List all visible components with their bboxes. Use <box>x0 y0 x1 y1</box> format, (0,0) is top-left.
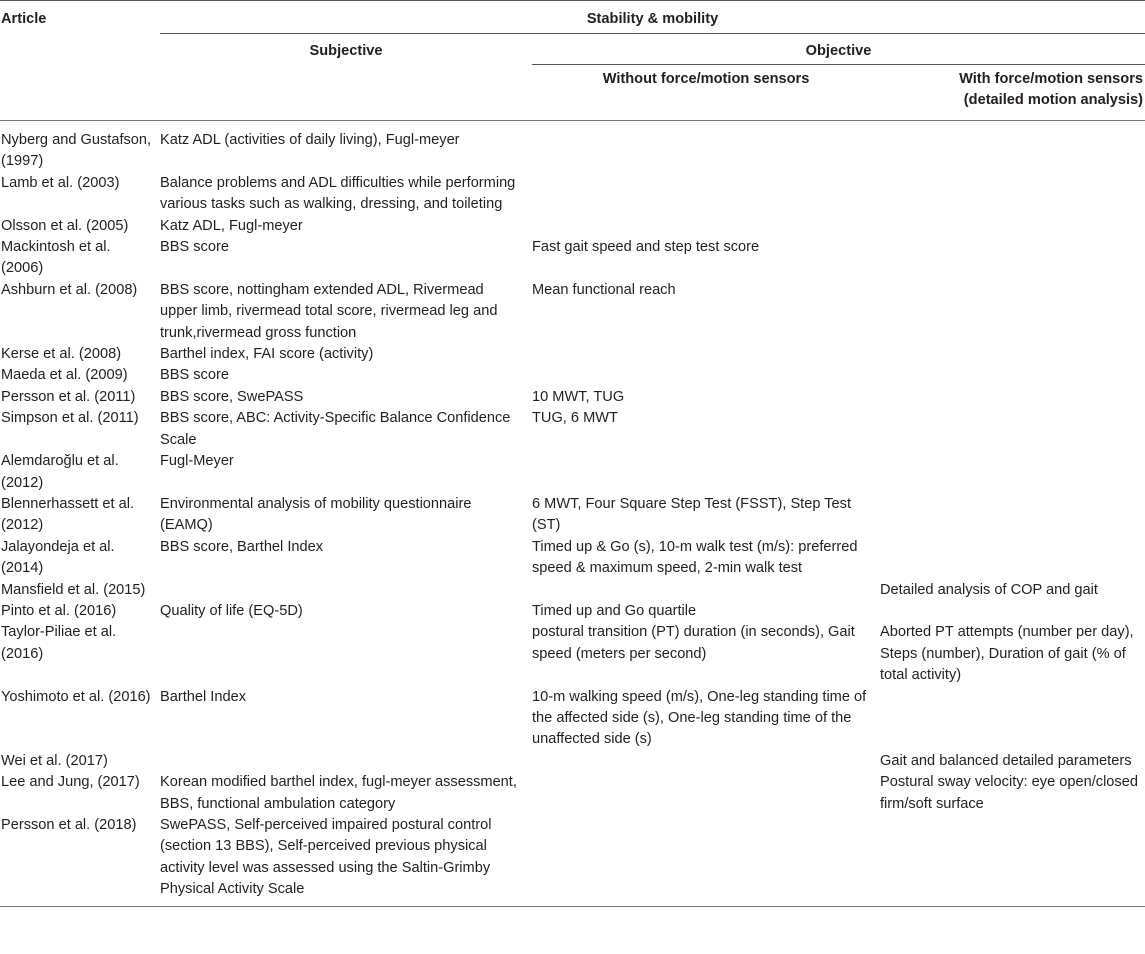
subjective-cell: Fugl-Meyer <box>160 453 234 470</box>
without-sensors-cell: Fast gait speed and step test score <box>532 239 760 256</box>
without-sensors-cell <box>532 451 880 494</box>
with-sensors-cell: Postural sway velocity: eye open/closed firm/soft surface <box>880 774 1138 812</box>
article-cell: Mackintosh et al. (2006) <box>1 239 111 277</box>
article-cell: Persson et al. (2018) <box>1 817 137 833</box>
without-sensors-cell: TUG, 6 MWT <box>532 410 618 427</box>
subjective-cell: BBS score, SwePASS <box>160 388 304 405</box>
table-row <box>0 537 1145 580</box>
without-sensors-cell <box>532 580 880 601</box>
with-sensors-cell <box>880 387 1145 408</box>
without-sensors-cell <box>532 365 880 386</box>
table-row <box>0 344 1145 365</box>
with-sensors-cell <box>880 280 1145 344</box>
with-sensors-cell <box>880 121 1145 173</box>
table-body <box>0 121 1145 907</box>
table-row <box>0 173 1145 216</box>
subjective-cell: SwePASS, Self-perceived impaired postural control (section 13 BBS), Self-perceived previous physical activity level was assessed using the Saltin-Grimby Physical Activity Scale <box>160 817 492 898</box>
subjective-cell: Barthel Index <box>160 688 246 705</box>
article-cell: Yoshimoto et al. (2016) <box>1 688 151 705</box>
table-row <box>0 494 1145 537</box>
subjective-cell: BBS score, ABC: Activity-Specific Balance Confidence Scale <box>160 410 511 448</box>
header-subjective: Subjective <box>309 43 383 59</box>
with-sensors-cell <box>880 494 1145 537</box>
table-row <box>0 687 1145 751</box>
table-row <box>0 408 1145 451</box>
header-without-sensors: Without force/motion sensors <box>602 71 810 87</box>
article-cell: Simpson et al. (2011) <box>1 410 139 427</box>
article-cell: Wei et al. (2017) <box>1 752 108 769</box>
article-cell: Blennerhassett et al. (2012) <box>1 495 135 534</box>
article-cell: Taylor-Piliae et al. (2016) <box>1 624 117 662</box>
subjective-cell: Environmental analysis of mobility questionnaire (EAMQ) <box>160 495 472 534</box>
table-row <box>0 237 1145 280</box>
table-row <box>0 751 1145 772</box>
without-sensors-cell: 6 MWT, Four Square Step Test (FSST), Step Test (ST) <box>532 495 852 534</box>
without-sensors-cell <box>532 815 880 901</box>
subjective-cell <box>160 622 532 686</box>
article-cell: Jalayondeja et al. (2014) <box>1 538 115 577</box>
subjective-cell <box>160 751 532 772</box>
without-sensors-cell: 10-m walking speed (m/s), One-leg standing time of the affected side (s), One-leg standing time of the unaffected side (s) <box>532 688 867 748</box>
table-bottom-rule <box>0 901 1145 907</box>
header-stability-mobility: Stability & mobility <box>160 1 1145 34</box>
article-cell: Lamb et al. (2003) <box>1 174 120 191</box>
table-row <box>0 216 1145 237</box>
with-sensors-cell <box>880 344 1145 365</box>
without-sensors-cell <box>532 216 880 237</box>
article-cell: Nyberg and Gustafson, (1997) <box>1 132 152 170</box>
article-cell: Pinto et al. (2016) <box>1 602 117 619</box>
table-row <box>0 622 1145 686</box>
table-row <box>0 601 1145 622</box>
article-cell: Ashburn et al. (2008) <box>1 281 138 298</box>
table-row <box>0 580 1145 601</box>
article-cell: Maeda et al. (2009) <box>1 367 128 384</box>
subjective-cell: BBS score, Barthel Index <box>160 538 324 555</box>
without-sensors-cell: Mean functional reach <box>532 281 676 298</box>
without-sensors-cell <box>532 772 880 815</box>
without-sensors-cell: postural transition (PT) duration (in seconds), Gait speed (meters per second) <box>532 624 855 662</box>
with-sensors-cell: Detailed analysis of COP and gait <box>880 581 1098 598</box>
header-with-sensors <box>880 65 1145 121</box>
subjective-cell: BBS score <box>160 239 229 256</box>
header-with-sensors-line1: With force/motion sensors <box>959 71 1144 87</box>
without-sensors-cell <box>532 173 880 216</box>
without-sensors-cell <box>532 751 880 772</box>
article-cell: Alemdaroğlu et al. (2012) <box>1 453 119 491</box>
header-article: Article <box>1 11 47 27</box>
subjective-cell: Korean modified barthel index, fugl-meyer assessment, BBS, functional ambulation category <box>160 774 517 812</box>
with-sensors-cell <box>880 408 1145 451</box>
table-row <box>0 451 1145 494</box>
with-sensors-cell <box>880 173 1145 216</box>
with-sensors-cell: Gait and balanced detailed parameters <box>880 752 1132 769</box>
table-row <box>0 387 1145 408</box>
article-cell: Persson et al. (2011) <box>1 388 136 405</box>
without-sensors-cell <box>532 121 880 173</box>
subjective-cell: Quality of life (EQ-5D) <box>160 602 303 619</box>
subjective-cell: Katz ADL, Fugl-meyer <box>160 217 303 234</box>
with-sensors-cell <box>880 237 1145 280</box>
without-sensors-cell: Timed up and Go quartile <box>532 602 697 619</box>
table-row <box>0 815 1145 901</box>
article-cell: Olsson et al. (2005) <box>1 217 129 234</box>
table-row <box>0 365 1145 386</box>
article-cell: Lee and Jung, (2017) <box>1 774 140 791</box>
without-sensors-cell: 10 MWT, TUG <box>532 388 625 405</box>
with-sensors-cell <box>880 451 1145 494</box>
subjective-cell: BBS score <box>160 367 229 384</box>
subjective-cell: Balance problems and ADL difficulties while performing various tasks such as walking, dressing, and toileting <box>160 174 516 213</box>
header-with-sensors-line2: (detailed motion analysis) <box>963 92 1144 109</box>
article-cell: Mansfield et al. (2015) <box>1 581 146 598</box>
without-sensors-cell: Timed up & Go (s), 10-m walk test (m/s): preferred speed & maximum speed, 2-min walk test <box>532 538 858 577</box>
subjective-cell <box>160 580 532 601</box>
with-sensors-cell <box>880 687 1145 751</box>
subjective-cell: BBS score, nottingham extended ADL, Rivermead upper limb, rivermead total score, rivermead leg and trunk,rivermead gross function <box>160 281 498 341</box>
table-row <box>0 280 1145 344</box>
header-objective: Objective <box>532 34 1145 65</box>
article-cell: Kerse et al. (2008) <box>1 346 122 363</box>
with-sensors-cell <box>880 537 1145 580</box>
without-sensors-cell <box>532 344 880 365</box>
subjective-cell: Barthel index, FAI score (activity) <box>160 346 374 363</box>
table-row <box>0 772 1145 815</box>
table-row <box>0 121 1145 173</box>
with-sensors-cell <box>880 815 1145 901</box>
with-sensors-cell <box>880 601 1145 622</box>
with-sensors-cell <box>880 365 1145 386</box>
with-sensors-cell: Aborted PT attempts (number per day), Steps (number), Duration of gait (% of total activity) <box>880 624 1134 684</box>
with-sensors-cell <box>880 216 1145 237</box>
subjective-cell: Katz ADL (activities of daily living), Fugl-meyer <box>160 132 460 148</box>
